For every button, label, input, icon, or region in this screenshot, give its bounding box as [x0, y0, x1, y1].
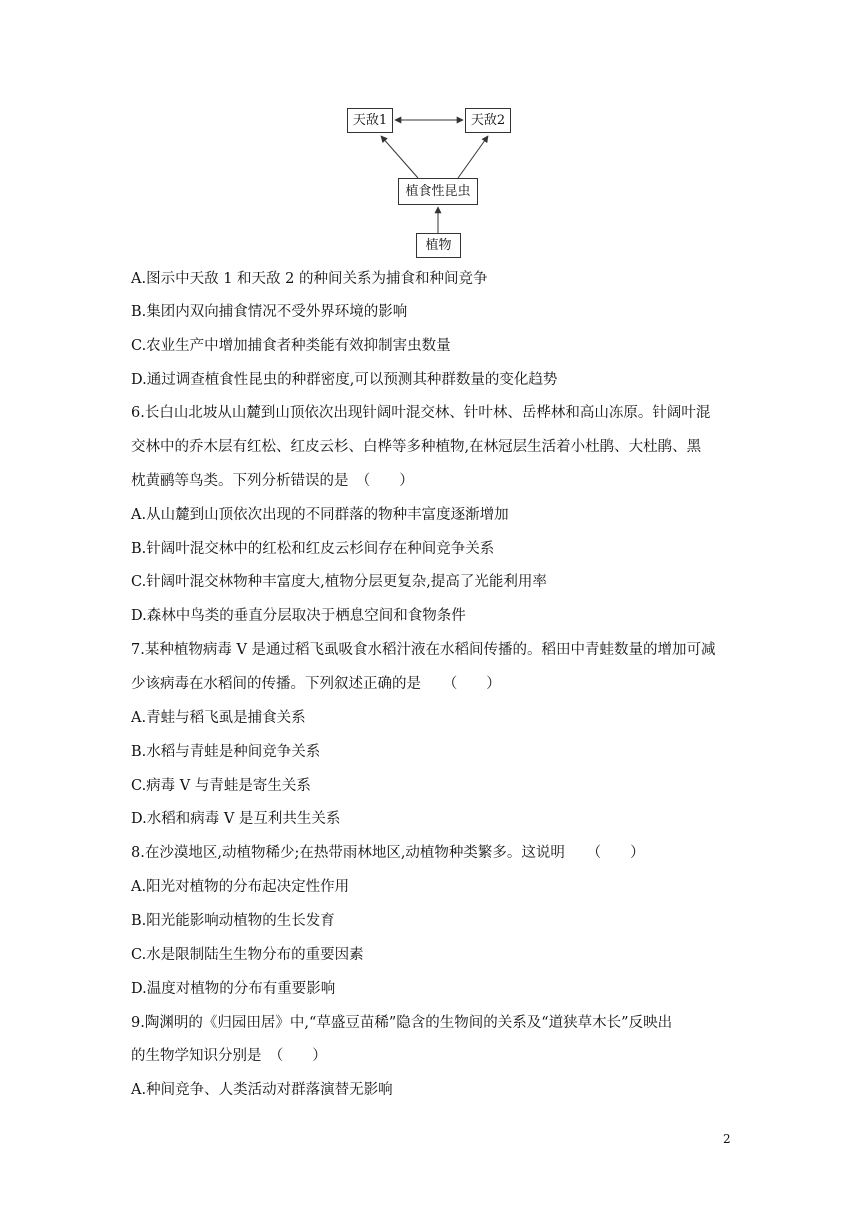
- text-line: B.集团内双向捕食情况不受外界环境的影响: [131, 304, 408, 320]
- text-line: 枕黄鹂等鸟类。下列分析错误的是 （ ）: [131, 473, 414, 489]
- text-line: B.阳光能影响动植物的生长发育: [131, 913, 335, 929]
- text-line: D.森林中鸟类的垂直分层取决于栖息空间和食物条件: [131, 608, 466, 624]
- text-line: C.病毒 V 与青蛙是寄生关系: [131, 778, 311, 794]
- arrow-insect-enemy1: [381, 136, 418, 178]
- text-line: 的生物学知识分别是 （ ）: [131, 1048, 327, 1064]
- node-plant: 植物: [416, 233, 461, 258]
- text-line: 9.陶渊明的《归园田居》中,“草盛豆苗稀”隐含的生物间的关系及“道狭草木长”反映出: [131, 1015, 673, 1031]
- text-line: C.农业生产中增加捕食者种类能有效抑制害虫数量: [131, 338, 451, 354]
- arrow-insect-enemy2: [458, 136, 488, 178]
- text-line: D.水稻和病毒 V 是互利共生关系: [131, 811, 341, 827]
- text-line: 6.长白山北坡从山麓到山顶依次出现针阔叶混交林、针叶林、岳桦林和高山冻原。针阔叶混: [131, 405, 711, 421]
- text-line: B.针阔叶混交林中的红松和红皮云杉间存在种间竞争关系: [131, 541, 495, 557]
- text-line: A.图示中天敌 1 和天敌 2 的种间关系为捕食和种间竞争: [131, 271, 488, 287]
- page-number: 2: [723, 1132, 731, 1146]
- text-line: 交林中的乔木层有红松、红皮云杉、白桦等多种植物,在林冠层生活着小杜鹃、大杜鹃、黑: [131, 439, 702, 455]
- text-line: D.通过调查植食性昆虫的种群密度,可以预测其种群数量的变化趋势: [131, 372, 558, 388]
- text-line: C.水是限制陆生生物分布的重要因素: [131, 947, 364, 963]
- text-line: 少该病毒在水稻间的传播。下列叙述正确的是 （ ）: [131, 676, 501, 692]
- food-web-diagram: [0, 0, 860, 270]
- node-enemy2: 天敌2: [465, 108, 511, 133]
- text-line: C.针阔叶混交林物种丰富度大,植物分层更复杂,提高了光能利用率: [131, 574, 547, 590]
- text-line: A.阳光对植物的分布起决定性作用: [131, 879, 350, 895]
- text-line: A.种间竞争、人类活动对群落演替无影响: [131, 1082, 393, 1098]
- node-herbivorous-insect: 植食性昆虫: [398, 178, 478, 205]
- text-line: B.水稻与青蛙是种间竞争关系: [131, 744, 321, 760]
- node-enemy1: 天敌1: [347, 108, 393, 133]
- text-line: 7.某种植物病毒 V 是通过稻飞虱吸食水稻汁液在水稻间传播的。稻田中青蛙数量的增加可减: [131, 642, 716, 658]
- text-line: A.青蛙与稻飞虱是捕食关系: [131, 710, 306, 726]
- diagram-arrows: [0, 0, 860, 270]
- text-line: A.从山麓到山顶依次出现的不同群落的物种丰富度逐渐增加: [131, 507, 509, 523]
- text-line: D.温度对植物的分布有重要影响: [131, 981, 336, 997]
- text-line: 8.在沙漠地区,动植物稀少;在热带雨林地区,动植物种类繁多。这说明 （ ）: [131, 845, 645, 861]
